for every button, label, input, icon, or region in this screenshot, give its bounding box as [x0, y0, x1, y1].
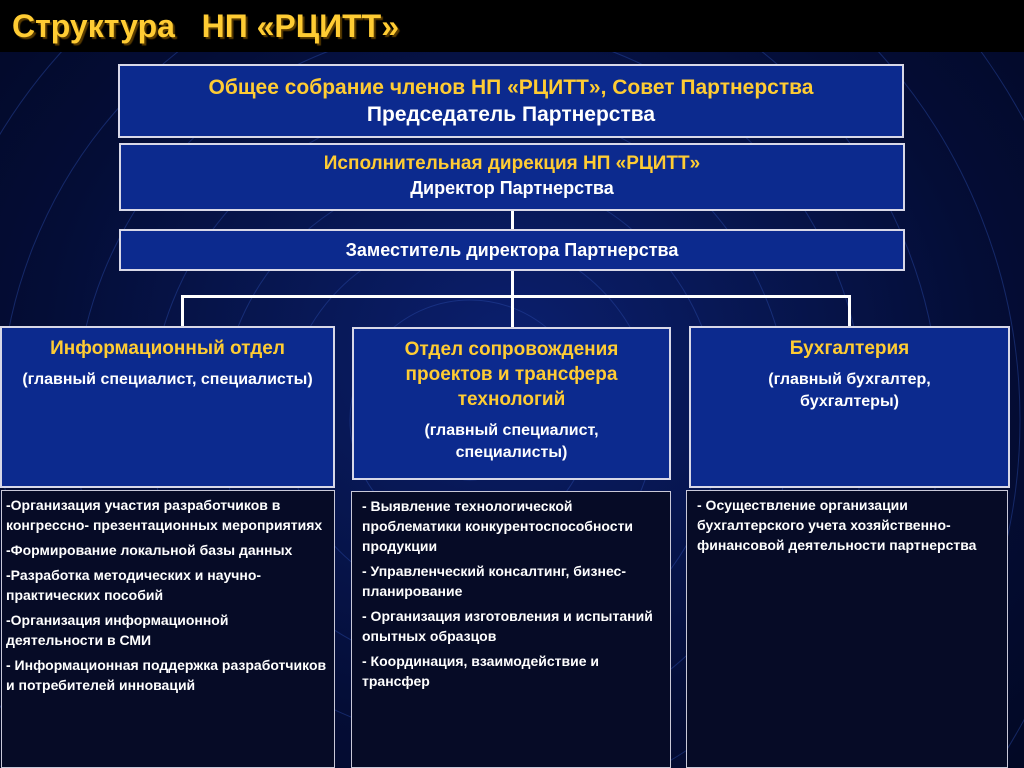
department-info	[0, 326, 335, 488]
governance-box	[118, 64, 904, 138]
duty-item: - Организация изготовления и испытаний опытных образцов	[362, 608, 653, 644]
deputy-box	[119, 229, 905, 271]
connector-dept-1	[181, 295, 184, 326]
connector-exec-deputy	[511, 211, 514, 229]
duty-item: - Координация, взаимодействие и трансфер	[362, 653, 600, 689]
department-projects-staff: (главный специалист, специалисты)	[424, 422, 599, 461]
governance-line-1: Общее собрание членов НП «РЦИТТ», Совет Партнерства	[208, 76, 814, 99]
duties-info	[1, 490, 335, 768]
connector-horizontal-bar	[181, 295, 851, 298]
duty-item: - Управленческий консалтинг, бизнес-планирование	[362, 563, 627, 599]
duty-item: - Осуществление организации бухгалтерского учета хозяйственно-финансовой деятельности партнерства	[697, 497, 977, 553]
department-accounting	[689, 326, 1010, 488]
department-accounting-name: Бухгалтерия	[789, 338, 910, 359]
duty-item: - Выявление технологической проблематики конкурентоспособности продукции	[362, 498, 634, 554]
governance-line-2: Председатель Партнерства	[366, 103, 656, 126]
title-bar	[0, 0, 1024, 52]
duties-accounting	[686, 490, 1008, 768]
duty-item: -Формирование локальной базы данных	[6, 542, 293, 558]
department-accounting-staff: (главный бухгалтер, бухгалтеры)	[768, 371, 931, 410]
connector-dept-3	[848, 295, 851, 326]
executive-box	[119, 143, 905, 211]
department-info-staff: (главный специалист, специалисты)	[22, 371, 313, 388]
duty-item: - Информационная поддержка разработчиков и потребителей инноваций	[6, 657, 327, 693]
department-info-name: Информационный отдел	[50, 338, 285, 359]
duty-item: -Организация участия разработчиков в конгрессно- презентационных мероприятиях	[6, 497, 323, 533]
duty-item: -Разработка методических и научно-практических пособий	[6, 567, 262, 603]
executive-line-2: Директор Партнерства	[410, 178, 614, 198]
page-title: Структура НП «РЦИТТ»	[12, 8, 399, 44]
duty-item: -Организация информационной деятельности в СМИ	[6, 612, 229, 648]
duties-projects	[351, 491, 671, 768]
deputy-label: Заместитель директора Партнерства	[345, 240, 679, 260]
department-projects-name: Отдел сопровождения проектов и трансфера технологий	[404, 339, 619, 410]
connector-deputy-trunk	[511, 271, 514, 327]
department-projects	[352, 327, 671, 480]
executive-line-1: Исполнительная дирекция НП «РЦИТТ»	[323, 153, 701, 174]
